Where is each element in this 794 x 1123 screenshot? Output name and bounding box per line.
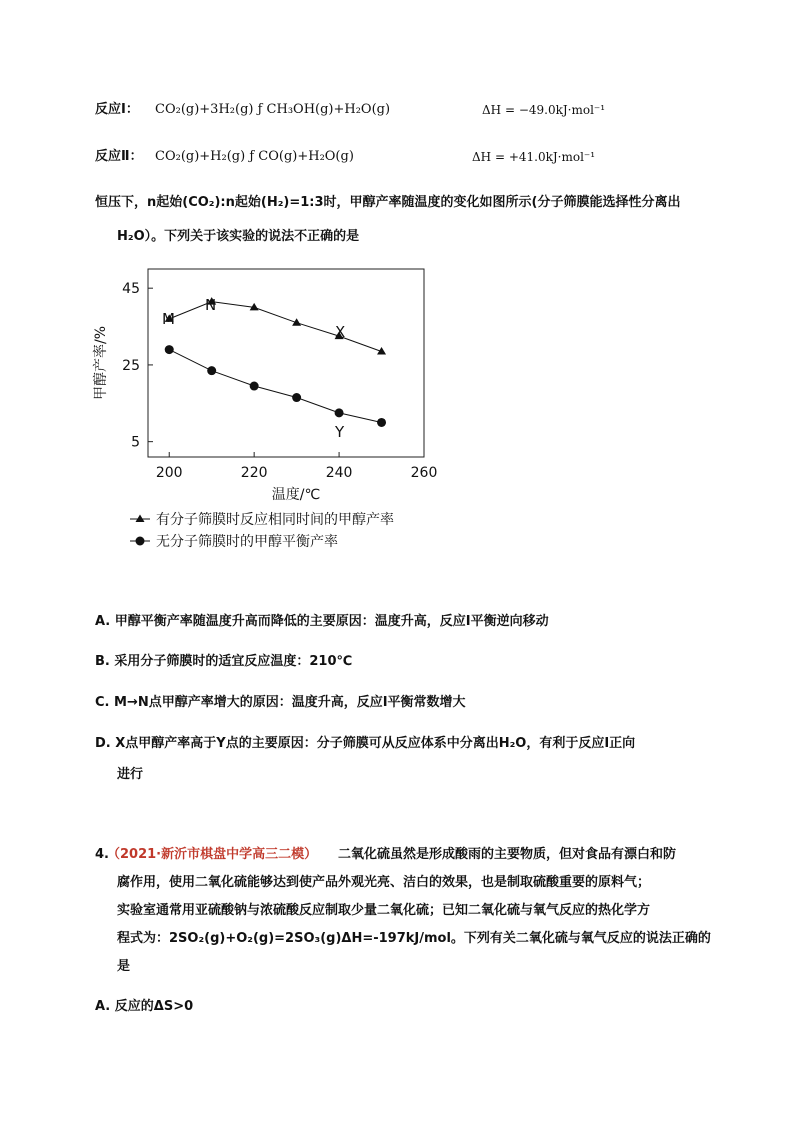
question-4-number: 4. [95, 847, 109, 862]
option-c: C. M→N点甲醇产率增大的原因：温度升高，反应Ⅰ平衡常数增大 [95, 695, 466, 710]
reaction-2-enthalpy: ΔH = +41.0kJ·mol⁻¹ [472, 150, 596, 164]
methanol-yield-chart [90, 265, 490, 565]
reaction-2-label: 反应Ⅱ： [95, 149, 143, 164]
question-4-source: （2021·新沂市棋盘中学高三二模） [107, 847, 318, 862]
x-tick-label: 200 [155, 465, 183, 481]
intro-line-1: 恒压下，n起始(CO₂):n起始(H₂)=1:3时，甲醇产率随温度的变化如图所示(分子筛膜能选择性分离出 [95, 195, 681, 210]
circle-point [165, 345, 174, 354]
question-4-line-2: 腐作用，使用二氧化硫能够达到使产品外观光亮、洁白的效果，也是制取硫酸重要的原料气； [117, 875, 651, 890]
legend-triangle-marker [136, 515, 145, 523]
circle-point [292, 393, 301, 402]
y-tick-label: 5 [131, 434, 140, 451]
reaction-1-equation: CO₂(g)+3H₂(g) ƒ CH₃OH(g)+H₂O(g) [155, 102, 391, 117]
point-label-m: M [162, 310, 175, 328]
legend-label-1: 有分子筛膜时反应相同时间的甲醇产率 [156, 512, 394, 528]
question-4-line-1: 二氧化硫虽然是形成酸雨的主要物质，但对食品有漂白和防 [338, 847, 677, 862]
circle-point [335, 408, 344, 417]
plot-frame [148, 269, 424, 457]
question-4-line-5: 是 [117, 959, 131, 974]
legend [130, 511, 394, 550]
point-label-x: X [335, 323, 346, 341]
y-axis-label: 甲醇产率/% [93, 325, 109, 401]
legend-label-2: 无分子筛膜时的甲醇平衡产率 [156, 534, 338, 550]
x-tick-label: 260 [410, 465, 438, 481]
legend-circle-marker [136, 537, 145, 546]
circle-point [377, 418, 386, 427]
circle-point [250, 382, 259, 391]
option-d-line-2: 进行 [117, 767, 144, 782]
question-4-option-a: A. 反应的ΔS>0 [95, 999, 194, 1014]
question-4-line-4: 程式为：2SO₂(g)+O₂(g)=2SO₃(g)ΔH=-197kJ/mol。下列有关二氧化硫与氧气反应的说法正确的 [117, 931, 711, 946]
series-line-1 [169, 302, 381, 352]
point-label-y: Y [335, 423, 345, 441]
reaction-1-enthalpy: ΔH = −49.0kJ·mol⁻¹ [482, 103, 606, 117]
reaction-1-label: 反应Ⅰ： [95, 102, 139, 117]
option-a: A. 甲醇平衡产率随温度升高而降低的主要原因：温度升高，反应Ⅰ平衡逆向移动 [95, 614, 549, 629]
y-tick-label: 25 [122, 357, 140, 374]
option-d-line-1: D. X点甲醇产率高于Y点的主要原因：分子筛膜可从反应体系中分离出H₂O，有利于反应Ⅰ正向 [95, 736, 636, 751]
reaction-2-equation: CO₂(g)+H₂(g) ƒ CO(g)+H₂O(g) [155, 149, 354, 164]
x-axis-label: 温度/℃ [271, 487, 321, 503]
y-tick-label: 45 [122, 281, 140, 298]
x-tick-label: 220 [240, 465, 268, 481]
x-tick-label: 240 [325, 465, 353, 481]
question-4-line-3: 实验室通常用亚硫酸钠与浓硫酸反应制取少量二氧化硫；已知二氧化硫与氧气反应的热化学方 [117, 903, 651, 918]
series-line-2 [169, 350, 381, 423]
circle-point [207, 366, 216, 375]
point-label-n: N [205, 296, 217, 314]
option-b: B. 采用分子筛膜时的适宜反应温度：210℃ [95, 654, 353, 669]
intro-line-2: H₂O）。下列关于该实验的说法不正确的是 [117, 229, 360, 244]
